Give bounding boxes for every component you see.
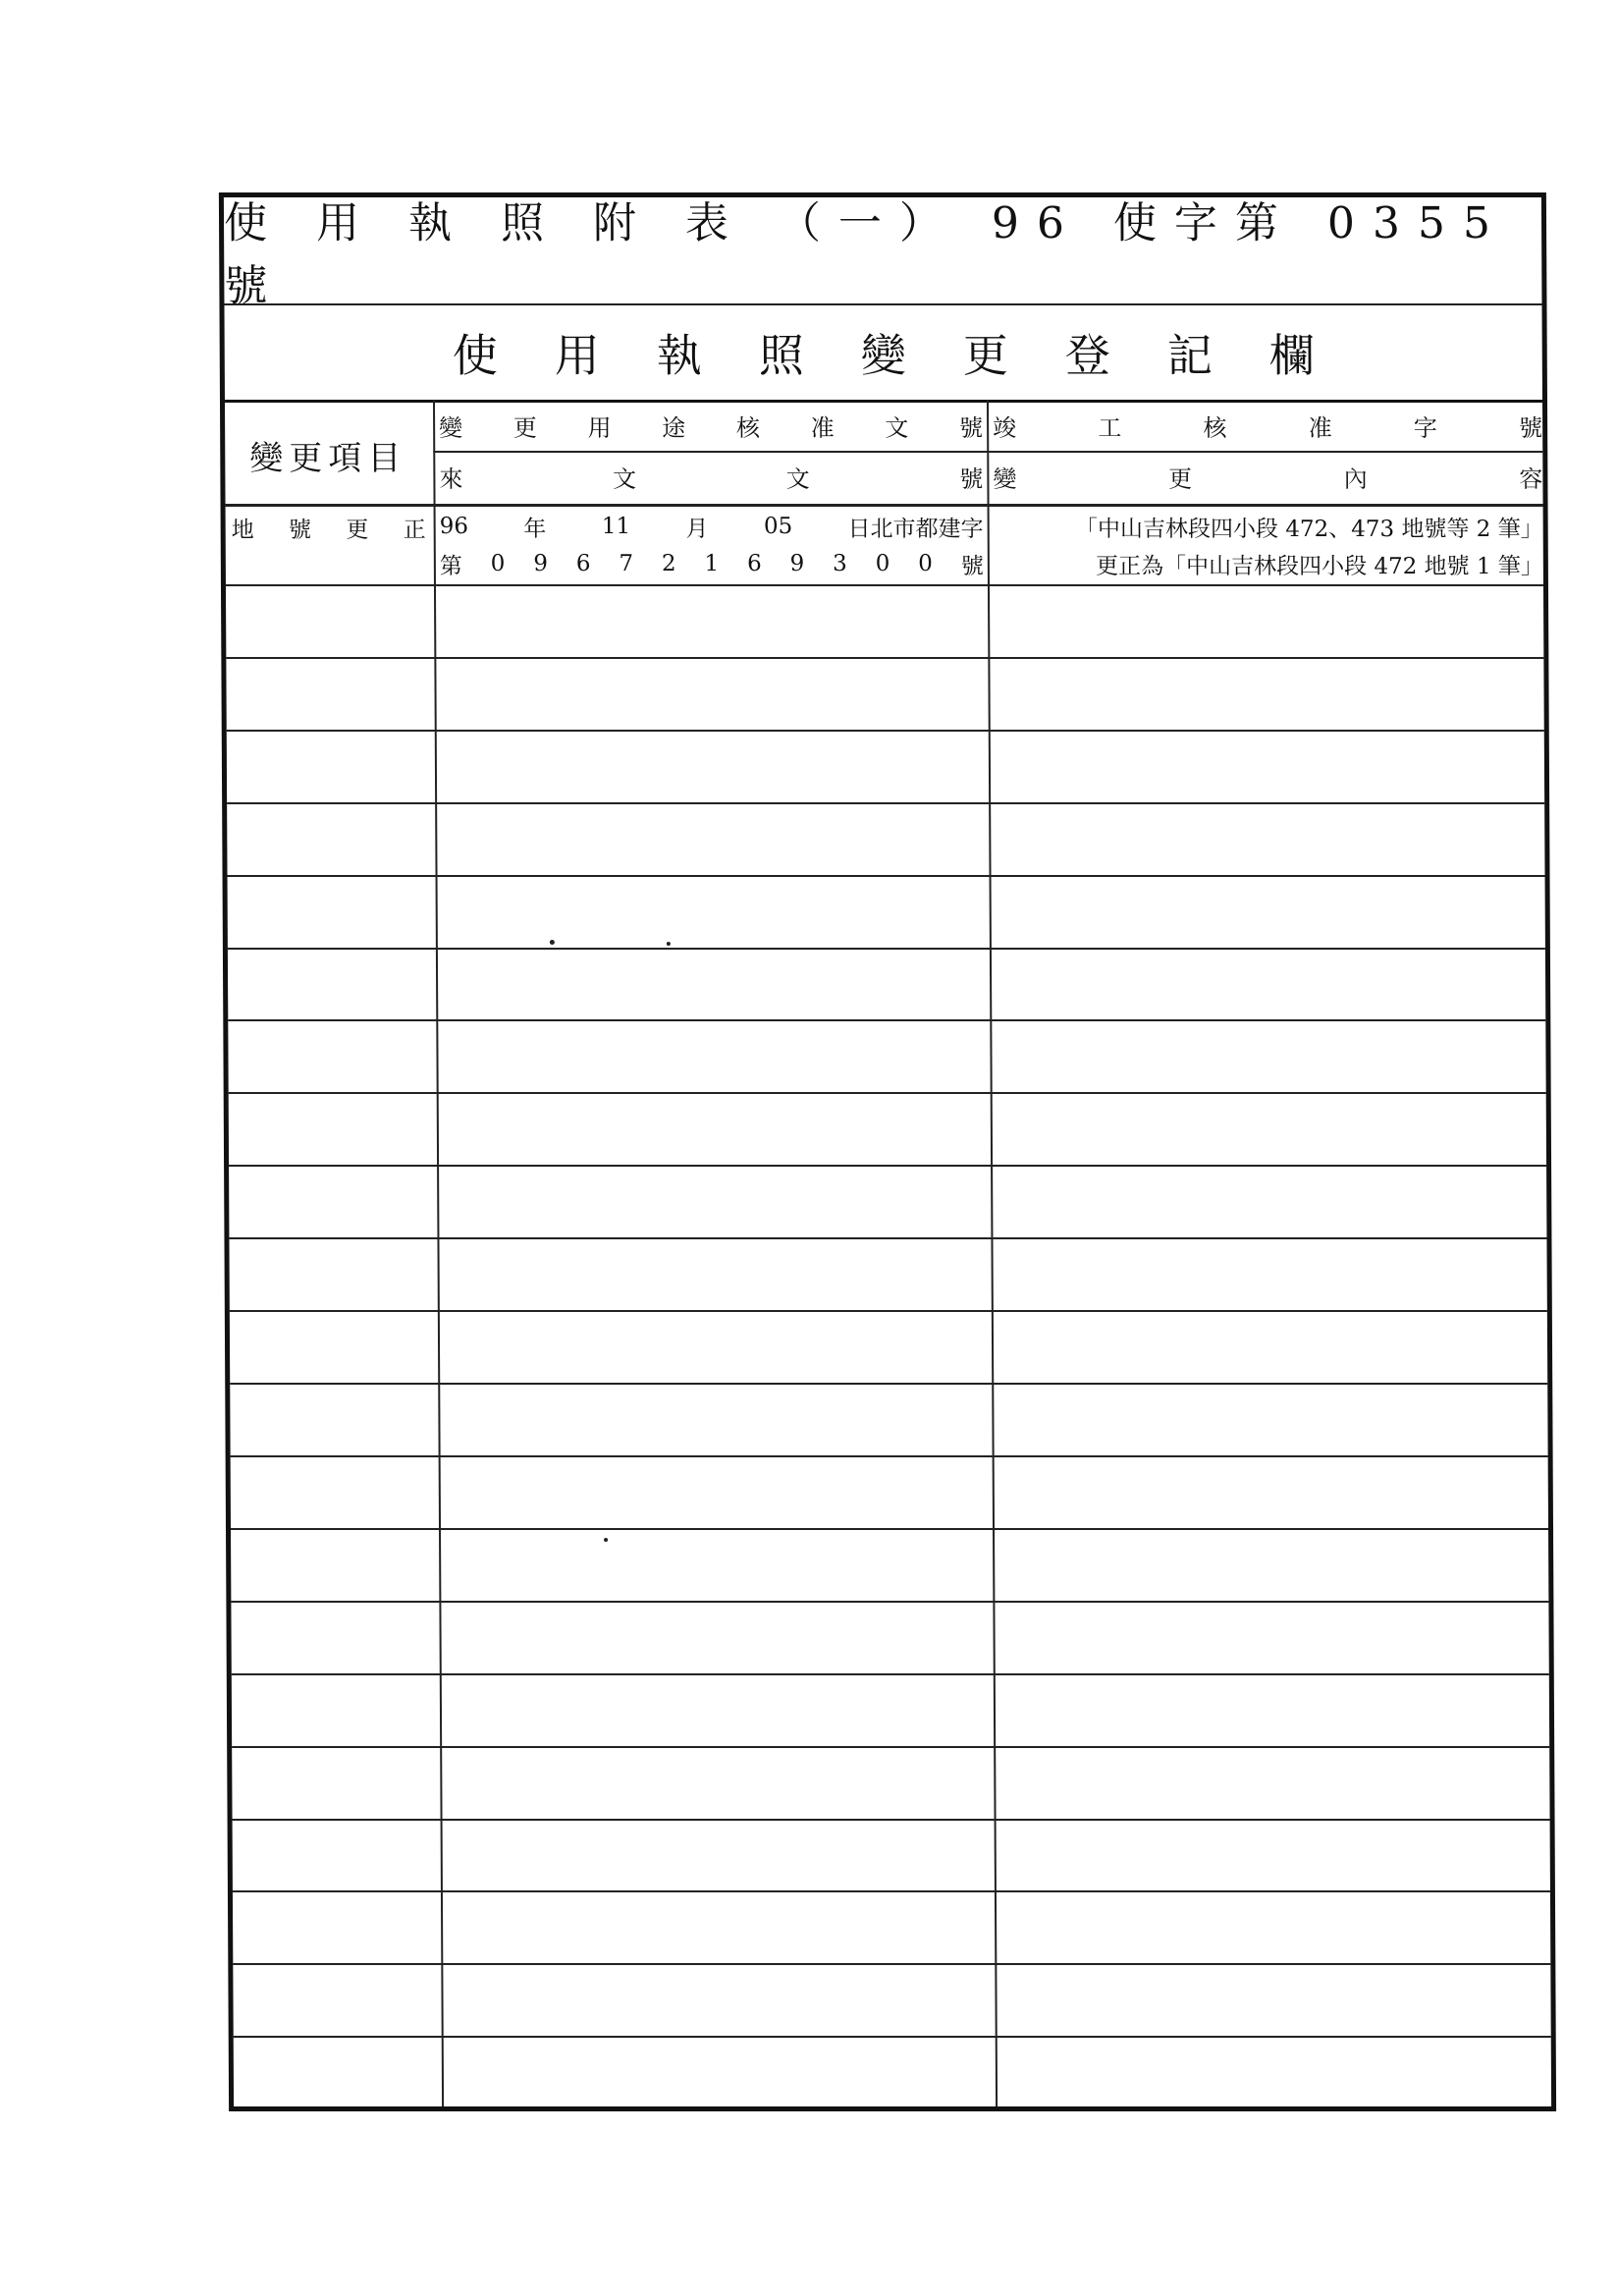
header-char: 6 [575, 551, 591, 576]
table-row-divider [230, 1310, 1547, 1312]
row-1-content-line-1: 「中山吉林段四小段 472、473 地號等 2 筆」 [1074, 516, 1543, 542]
header-char: 更 [512, 413, 537, 442]
header-char: 途 [662, 413, 686, 442]
incoming-doc-header [435, 455, 987, 498]
header-char: 字 [1413, 413, 1437, 442]
header-char: 年 [523, 516, 547, 542]
header-char: 號 [958, 413, 984, 442]
row-1-change-item [226, 508, 432, 547]
section-title: 使用執照變更登記欄 [452, 329, 1372, 382]
header-char: 3 [833, 551, 847, 576]
column-divider-1 [433, 400, 444, 2106]
header-char: 05 [763, 514, 793, 539]
usage-permit-attachment-table [219, 192, 1556, 2111]
table-row-divider [226, 657, 1543, 659]
table-row-divider [226, 584, 1543, 586]
header-char: 竣 [993, 413, 1017, 442]
table-row-divider [229, 1165, 1546, 1167]
header-char: 96 [439, 514, 469, 539]
header-char: 文 [612, 465, 637, 493]
speck [604, 1538, 608, 1542]
header-char: 變 [993, 465, 1017, 493]
title-row [223, 197, 1542, 311]
header-char: 11 [601, 514, 631, 539]
table-row-divider [228, 875, 1545, 877]
page-title: 使 用 執 照 附 表 （一） 96 使字第 0355 號 [223, 198, 1509, 311]
header-char: 6 [746, 551, 762, 576]
header-char: 地 [231, 517, 254, 543]
table-row-divider [231, 1601, 1548, 1603]
table-row-divider [231, 1455, 1548, 1457]
header-char: 0 [875, 551, 890, 576]
use-change-approval-header [435, 404, 987, 447]
header-bottom-rule [226, 504, 1543, 507]
table-row-divider [233, 1890, 1550, 1892]
row-1-doc-line-1 [436, 508, 988, 545]
table-row-divider [233, 1819, 1550, 1821]
table-row-divider [232, 1673, 1549, 1675]
table-row-divider [227, 730, 1544, 732]
change-item-header: 變更項目 [249, 438, 407, 478]
completion-approval-header [989, 404, 1546, 447]
header-char: 1 [704, 551, 720, 576]
header-char: 容 [1519, 465, 1543, 493]
subtitle-row [224, 305, 1542, 403]
header-char: 內 [1343, 465, 1368, 493]
header-char: 號 [960, 553, 984, 579]
table-row-divider [228, 948, 1545, 950]
header-char: 2 [661, 551, 676, 576]
table-row-divider [229, 1092, 1546, 1094]
header-char: 核 [735, 413, 761, 442]
table-row-divider [234, 2036, 1551, 2038]
header-char: 文 [885, 413, 909, 442]
row-1-content-line-2: 更正為「中山吉林段四小段 472 地號 1 筆」 [1096, 553, 1543, 579]
header-char: 號 [1519, 413, 1543, 442]
header-char: 工 [1098, 413, 1122, 442]
table-row-divider [232, 1746, 1549, 1748]
header-char: 文 [785, 465, 810, 493]
header-char: 7 [619, 551, 634, 576]
header-char: 9 [789, 551, 805, 576]
header-char: 月 [685, 516, 709, 542]
header-char: 正 [403, 517, 426, 543]
header-char: 0 [918, 551, 933, 576]
header-divider [433, 451, 1542, 453]
table-row-divider [233, 1963, 1550, 1965]
header-char: 更 [1167, 465, 1193, 493]
table-row-divider [230, 1383, 1547, 1385]
header-char: 更 [346, 517, 369, 543]
table-row-divider [227, 802, 1544, 804]
column-divider-2 [987, 400, 998, 2106]
header-char: 0 [490, 551, 506, 576]
header-char: 9 [533, 551, 549, 576]
table-row-divider [231, 1528, 1548, 1530]
speck [667, 942, 671, 946]
speck [550, 940, 555, 945]
header-char: 變 [439, 413, 463, 442]
header-char: 准 [1308, 413, 1332, 442]
table-row-divider [228, 1019, 1545, 1021]
header-char: 用 [587, 413, 612, 442]
header-char: 准 [810, 413, 835, 442]
header-char: 來 [439, 465, 463, 493]
row-1-doc-line-2 [436, 545, 988, 582]
change-content-header [989, 455, 1546, 498]
header-char: 號 [959, 465, 984, 493]
header-char: 第 [439, 553, 462, 579]
header-char: 號 [288, 517, 312, 543]
header-char: 核 [1203, 413, 1227, 442]
header-char: 日北市都建字 [847, 516, 984, 542]
table-row-divider [229, 1237, 1546, 1239]
